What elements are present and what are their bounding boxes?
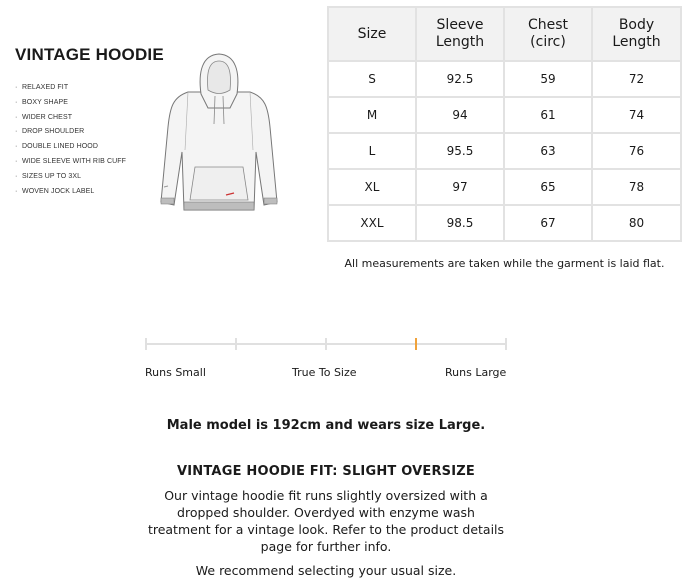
fit-scale-tick — [145, 338, 147, 350]
cell-size: XL — [328, 169, 416, 205]
cell-body: 72 — [592, 61, 681, 97]
cell-body: 76 — [592, 133, 681, 169]
table-row — [328, 169, 681, 205]
feature-item: · DOUBLE LINED HOOD — [15, 143, 98, 151]
fit-scale-tick — [505, 338, 507, 350]
cell-size: L — [328, 133, 416, 169]
header-chest: Chest (circ) — [504, 7, 592, 61]
fit-label-runs-small: Runs Small — [145, 366, 206, 379]
table-row — [328, 205, 681, 241]
fit-scale-tick — [325, 338, 327, 350]
cell-body: 80 — [592, 205, 681, 241]
fit-description-line: dropped shoulder. Overdyed with enzyme wash — [177, 505, 475, 520]
cell-size: S — [328, 61, 416, 97]
fit-label-runs-large: Runs Large — [445, 366, 507, 379]
product-title: VINTAGE HOODIE — [15, 45, 164, 64]
header-body-length: Body Length — [592, 7, 681, 61]
fit-scale-tick — [235, 338, 237, 350]
cell-chest: 59 — [504, 61, 592, 97]
cell-sleeve: 92.5 — [416, 61, 504, 97]
feature-item: · WIDE SLEEVE WITH RIB CUFF — [15, 157, 127, 165]
header-size: Size — [328, 7, 416, 61]
cell-body: 74 — [592, 97, 681, 133]
hoodie-illustration-icon — [158, 52, 280, 214]
table-row — [328, 97, 681, 133]
cell-chest: 63 — [504, 133, 592, 169]
fit-description-line: Our vintage hoodie fit runs slightly oversized with a — [164, 488, 488, 503]
feature-item: · WIDER CHEST — [15, 113, 73, 121]
cell-sleeve: 95.5 — [416, 133, 504, 169]
model-note: Male model is 192cm and wears size Large. — [166, 418, 486, 433]
table-header-row — [328, 7, 681, 61]
fit-scale — [145, 336, 507, 352]
cell-size: M — [328, 97, 416, 133]
table-row — [328, 133, 681, 169]
fit-label-true-to-size: True To Size — [292, 366, 357, 379]
feature-item: · BOXY SHAPE — [15, 98, 69, 106]
measurement-note: All measurements are taken while the garment is laid flat. — [344, 257, 665, 270]
feature-item: · DROP SHOULDER — [15, 128, 85, 136]
feature-list — [15, 82, 126, 200]
size-recommendation: We recommend selecting your usual size. — [195, 563, 457, 578]
table-row — [328, 61, 681, 97]
cell-sleeve: 97 — [416, 169, 504, 205]
cell-chest: 61 — [504, 97, 592, 133]
fit-scale-marker — [415, 338, 417, 350]
fit-description-line: page for further info. — [260, 539, 392, 554]
fit-description-line: treatment for a vintage look. Refer to the product details — [147, 522, 505, 537]
feature-item: · SIZES UP TO 3XL — [15, 172, 82, 180]
cell-sleeve: 98.5 — [416, 205, 504, 241]
cell-body: 78 — [592, 169, 681, 205]
cell-chest: 67 — [504, 205, 592, 241]
feature-item: · WOVEN JOCK LABEL — [15, 187, 95, 195]
cell-size: XXL — [328, 205, 416, 241]
fit-description — [0, 487, 652, 555]
feature-item: · RELAXED FIT — [15, 84, 69, 91]
header-sleeve-length: Sleeve Length — [416, 7, 504, 61]
fit-heading: VINTAGE HOODIE FIT: SLIGHT OVERSIZE — [177, 464, 475, 479]
cell-chest: 65 — [504, 169, 592, 205]
cell-sleeve: 94 — [416, 97, 504, 133]
size-chart-table — [327, 6, 682, 242]
